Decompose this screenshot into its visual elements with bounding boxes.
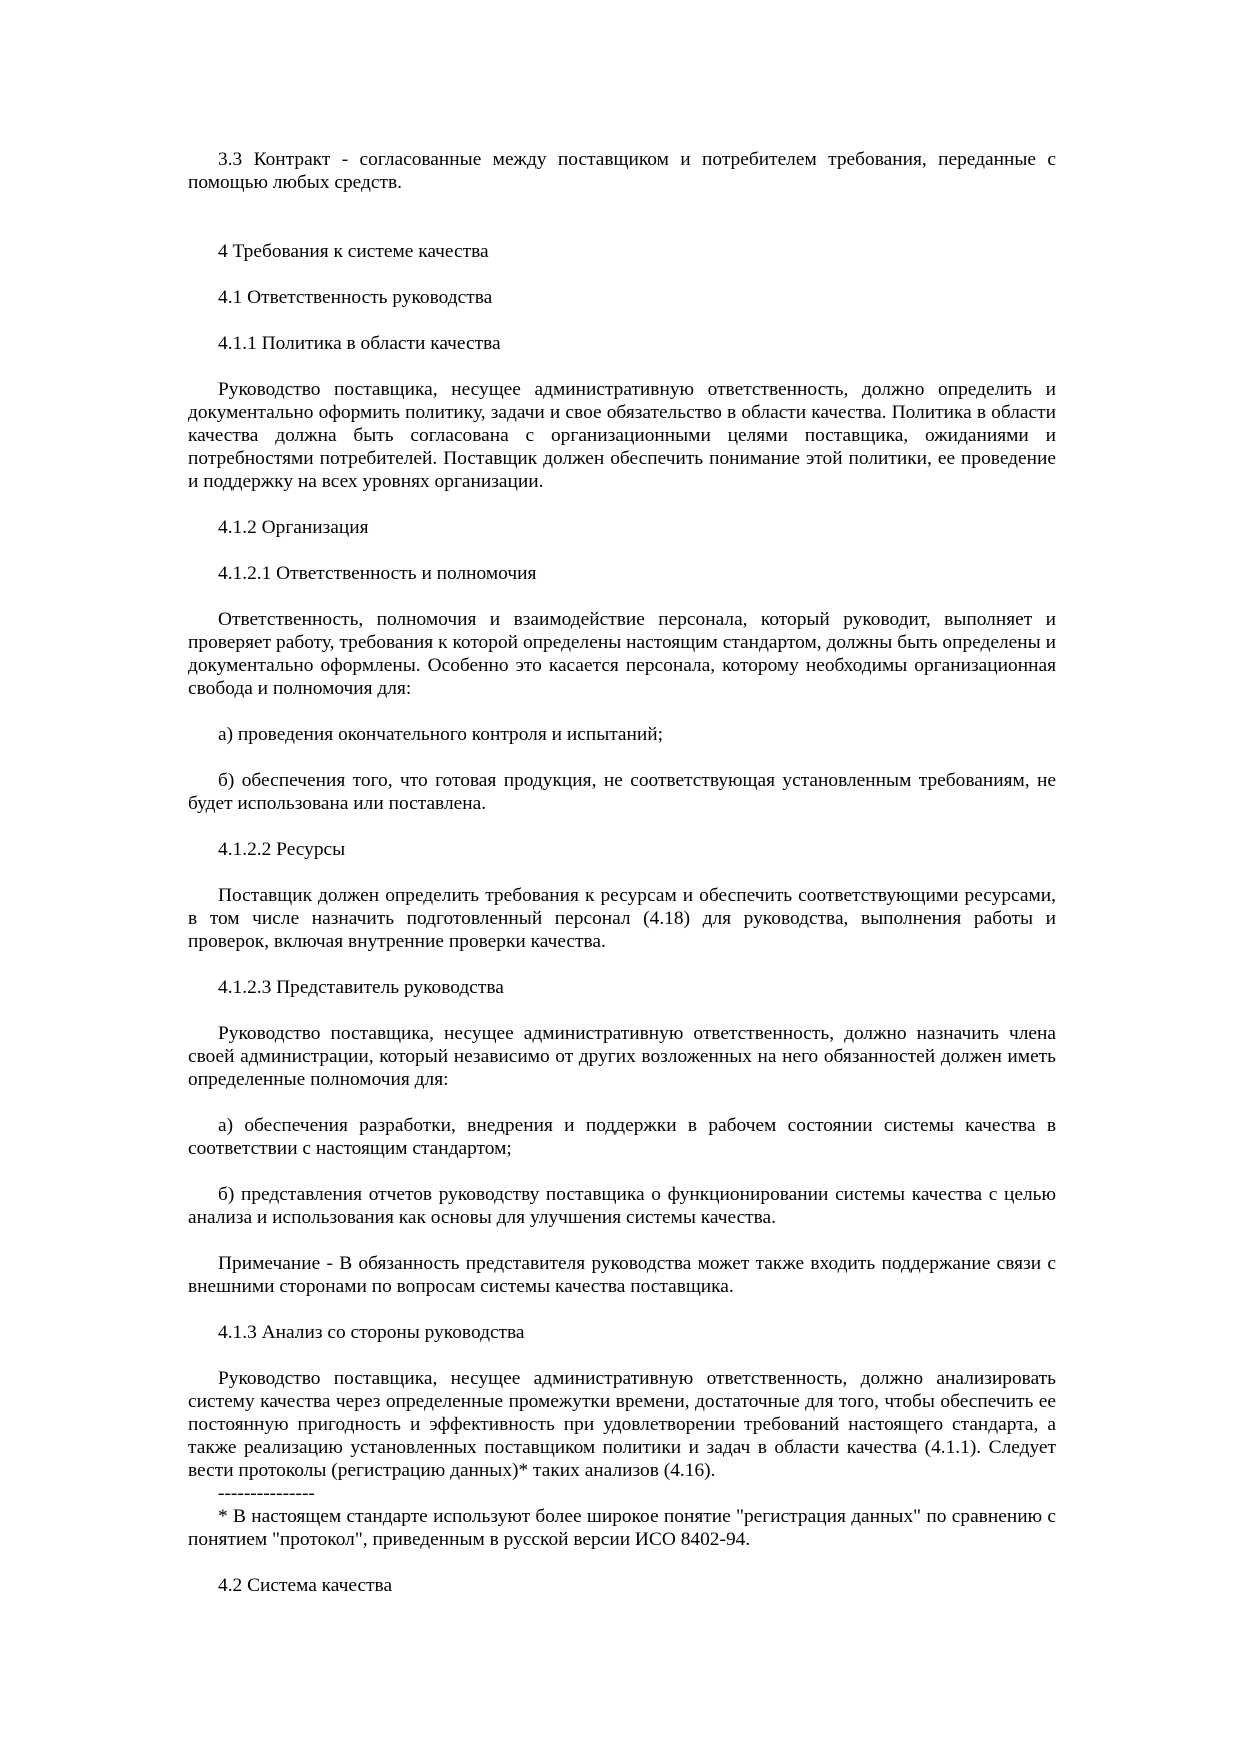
heading-4-1-3-management-review: 4.1.3 Анализ со стороны руководства bbox=[218, 1322, 525, 1343]
list-item-a-quality-system-support: а) обеспечения разработки, внедрения и поддержки в рабочем состоянии системы качества в соответствии с настоящим стандартом; bbox=[188, 1115, 1056, 1159]
paragraph-management-review: Руководство поставщика, несущее административную ответственность, должно анализировать систему качества через определенные промежутки времени, достаточные для того, чтобы обеспечить ее постоянную пригодность и эффективность при удовлетворении требований настоящего стандарта, а также реализацию установленных поставщиком политики и задач в области качества (4.1.1). Следует вести протоколы (регистрацию данных)* таких анализов (4.16). bbox=[188, 1368, 1056, 1481]
list-item-b-nonconforming-product: б) обеспечения того, что готовая продукция, не соответствующая установленным требованиям, не будет использована или поставлена. bbox=[188, 770, 1056, 814]
heading-4-quality-system-requirements: 4 Требования к системе качества bbox=[218, 241, 489, 262]
paragraph-quality-policy: Руководство поставщика, несущее административную ответственность, должно определить и документально оформить политику, задачи и свое обязательство в области качества. Политика в области качества должна быть согласована с организационными целями поставщика, ожиданиями и потребностями потребителей. Поставщик должен обеспечить понимание этой политики, ее проведение и поддержку на всех уровнях организации. bbox=[188, 379, 1056, 492]
paragraph-resources: Поставщик должен определить требования к ресурсам и обеспечить соответствующими ресурсами, в том числе назначить подготовленный персонал (4.18) для руководства, выполнения работы и проверок, включая внутренние проверки качества. bbox=[188, 885, 1056, 952]
heading-4-1-management-responsibility: 4.1 Ответственность руководства bbox=[218, 287, 493, 308]
note-management-representative: Примечание - В обязанность представителя руководства может также входить поддержание связи с внешними сторонами по вопросам системы качества поставщика. bbox=[188, 1253, 1056, 1297]
clause-3-3-contract: 3.3 Контракт - согласованные между поставщиком и потребителем требования, переданные с помощью любых средств. bbox=[188, 149, 1056, 193]
heading-4-1-2-1-responsibility-authority: 4.1.2.1 Ответственность и полномочия bbox=[218, 563, 537, 584]
heading-4-1-2-2-resources: 4.1.2.2 Ресурсы bbox=[218, 839, 346, 860]
heading-4-1-2-3-management-representative: 4.1.2.3 Представитель руководства bbox=[218, 977, 504, 998]
paragraph-responsibility-authority: Ответственность, полномочия и взаимодействие персонала, который руководит, выполняет и проверяет работу, требования к которой определены настоящим стандартом, должны быть определены и документально оформлены. Особенно это касается персонала, которому необходимы организационная свобода и полномочия для: bbox=[188, 609, 1056, 699]
footnote-text: * В настоящем стандарте используют более широкое понятие "регистрация данных" по сравнению с понятием "протокол", приведенным в русской версии ИСО 8402-94. bbox=[188, 1506, 1056, 1550]
heading-4-2-quality-system: 4.2 Система качества bbox=[218, 1575, 393, 1596]
footnote-separator: --------------- bbox=[218, 1483, 315, 1504]
list-item-a-final-inspection: а) проведения окончательного контроля и испытаний; bbox=[218, 724, 664, 745]
heading-4-1-1-quality-policy: 4.1.1 Политика в области качества bbox=[218, 333, 501, 354]
paragraph-management-representative: Руководство поставщика, несущее административную ответственность, должно назначить члена своей администрации, который независимо от других возложенных на него обязанностей должен иметь определенные полномочия для: bbox=[188, 1023, 1056, 1090]
heading-4-1-2-organization: 4.1.2 Организация bbox=[218, 517, 369, 538]
document-page bbox=[188, 148, 1056, 1620]
list-item-b-reporting: б) представления отчетов руководству поставщика о функционировании системы качества с целью анализа и использования как основы для улучшения системы качества. bbox=[188, 1184, 1056, 1228]
